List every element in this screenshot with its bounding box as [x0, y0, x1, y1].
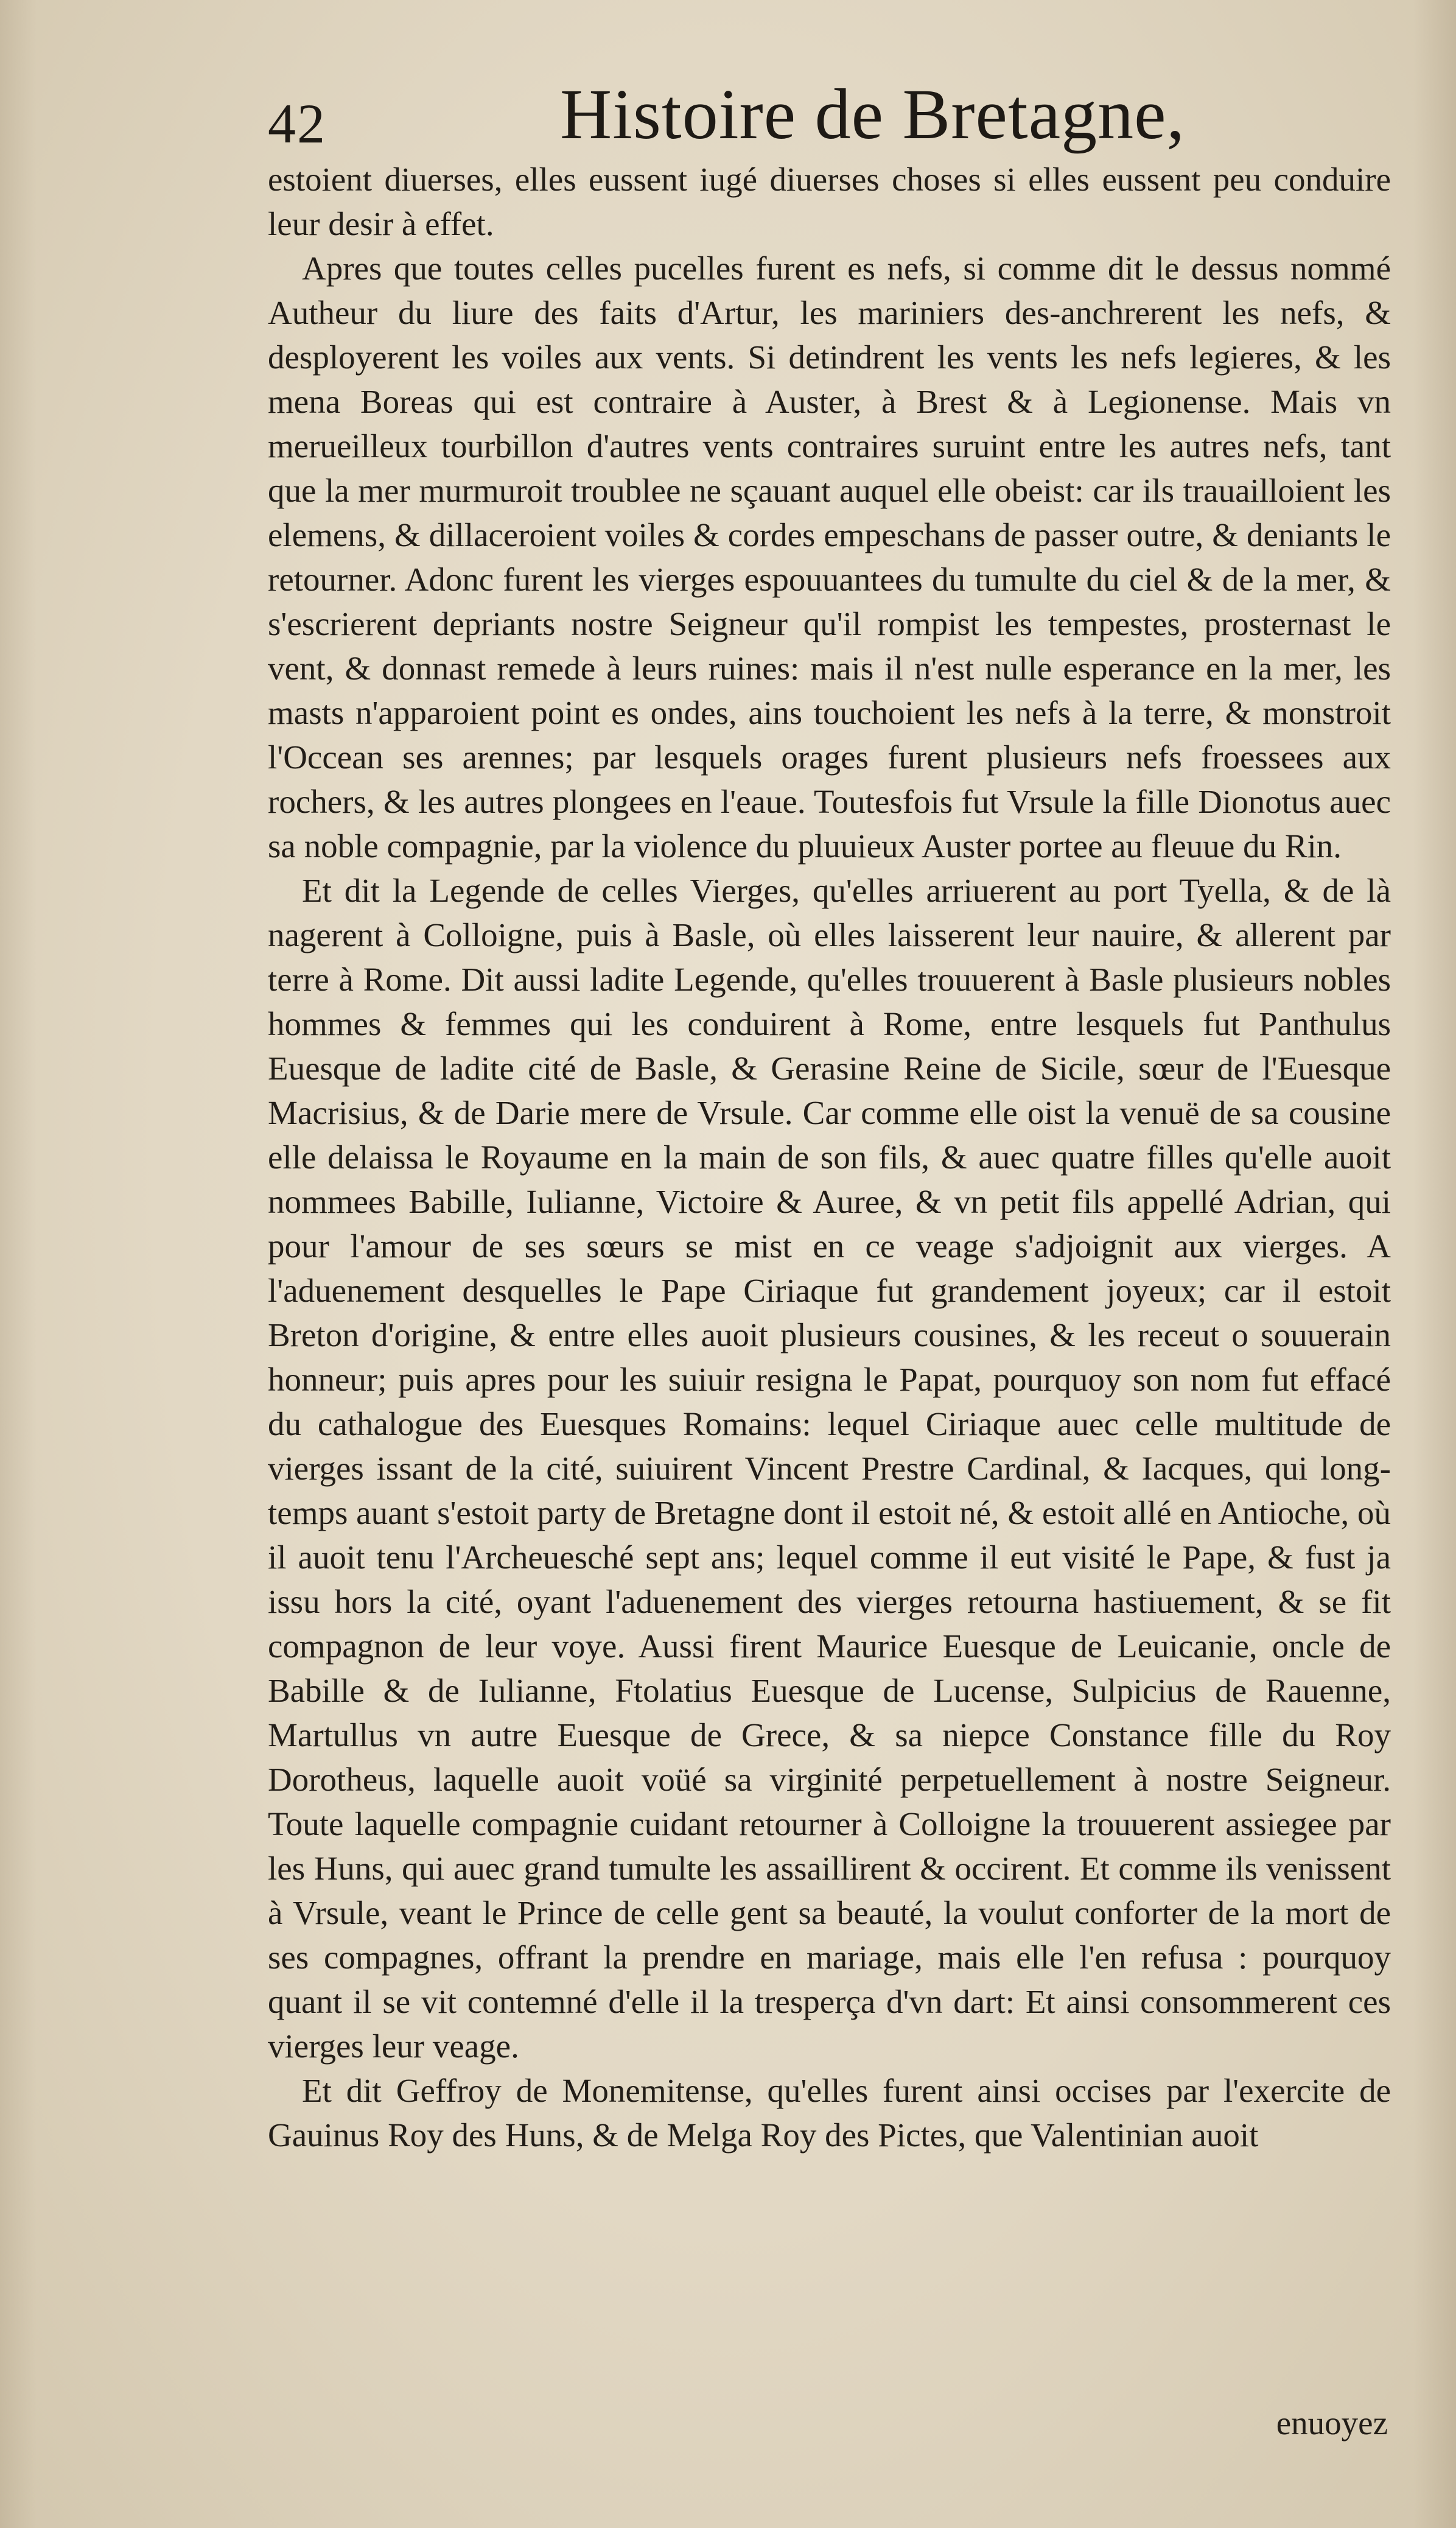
- catchword: enuoyez: [1276, 2404, 1388, 2442]
- page-title: Histoire de Bretagne,: [560, 74, 1185, 154]
- page-edge-shadow: [1413, 0, 1456, 2528]
- paragraph: estoient diuerses, elles eussent iugé diuerses choses si elles eussent peu conduire leur desir à effet.: [268, 161, 1391, 242]
- paragraph: Apres que toutes celles pucelles furent es nefs, si comme dit le dessus nommé Autheur du liure des faits d'Artur, les mariniers des-anchrerent les nefs, & desployerent les voiles aux vents. Si detindrent les vents les nefs legieres, & les mena Boreas qui est contraire à Auster, à Brest & à Legionense. Mais vn merueilleux tourbillon d'autres vents contraires suruint entre les autres nefs, tant que la mer murmuroit troublee ne sçauant auquel elle obeist: car ils trauailloient les elemens, & dillaceroient voiles & cordes empeschans de passer outre, & deniants le retourner. Adonc furent les vierges espouuantees du tumulte du ciel & de la mer, & s'escrierent depriants nostre Seigneur qu'il rompist les tempestes, prosternast le vent, & donnast remede à leurs ruines: mais il n'est nulle esperance en la mer, les masts n'apparoient point es ondes, ains touchoient les nefs à la terre, & monstroit l'Occean ses arennes; par lesquels orages furent plusieurs nefs froessees aux rochers, & les autres plongees en l'eaue. Toutesfois fut Vrsule la fille Dionotus auec sa noble compagnie, par la violence du pluuieux Auster portee au fleuue du Rin.: [268, 250, 1391, 865]
- page-gutter-shadow: [0, 0, 37, 2528]
- page-number: 42: [268, 93, 326, 155]
- paragraph: Et dit Geffroy de Monemitense, qu'elles furent ainsi occises par l'exercite de Gauinus Roy des Huns, & de Melga Roy des Pictes, que Valentinian auoit: [268, 2072, 1391, 2154]
- running-head: [268, 73, 1388, 158]
- body-text: [268, 157, 1391, 2157]
- paragraph: Et dit la Legende de celles Vierges, qu'elles arriuerent au port Tyella, & de là nagerent à Colloigne, puis à Basle, où elles laisserent leur nauire, & allerent par terre à Rome. Dit aussi ladite Legende, qu'elles trouuerent à Basle plusieurs nobles hommes & femmes qui les conduirent à Rome, entre lesquels fut Panthulus Euesque de ladite cité de Basle, & Gerasine Reine de Sicile, sœur de l'Euesque Macrisius, & de Darie mere de Vrsule. Car comme elle oist la venuë de sa cousine elle delaissa le Royaume en la main de son fils, & auec quatre filles qu'elle auoit nommees Babille, Iulianne, Victoire & Auree, & vn petit fils appellé Adrian, qui pour l'amour de ses sœurs se mist en ce veage s'adjoignit aux vierges. A l'aduenement desquelles le Pape Ciriaque fut grandement joyeux; car il estoit Breton d'origine, & entre elles auoit plusieurs cousines, & les receut o souuerain honneur; puis apres pour les suiuir resigna le Papat, pourquoy son nom fut effacé du cathalogue des Euesques Romains: lequel Ciriaque auec celle multitude de vierges issant de la cité, suiuirent Vincent Prestre Cardinal, & Iacques, qui long-temps auant s'estoit party de Bretagne dont il estoit né, & estoit allé en Antioche, où il auoit tenu l'Archeuesché sept ans; lequel comme il eut visité le Pape, & fust ja issu hors la cité, oyant l'aduenement des vierges retourna hastiuement, & se fit compagnon de leur voye. Aussi firent Maurice Euesque de Leuicanie, oncle de Babille & de Iulianne, Ftolatius Euesque de Lucense, Sulpicius de Rauenne, Martullus vn autre Euesque de Grece, & sa niepce Constance fille du Roy Dorotheus, laquelle auoit voüé sa virginité perpetuellement à nostre Seigneur. Toute laquelle compagnie cuidant retourner à Colloigne la trouuerent assiegee par les Huns, qui auec grand tumulte les assaillirent & occirent. Et comme ils venissent à Vrsule, veant le Prince de celle gent sa beauté, la voulut conforter de la mort de ses compagnes, offrant la prendre en mariage, mais elle l'en refusa : pourquoy quant il se vit contemné d'elle il la tresperça d'vn dart: Et ainsi consommerent ces vierges leur veage.: [268, 872, 1391, 2065]
